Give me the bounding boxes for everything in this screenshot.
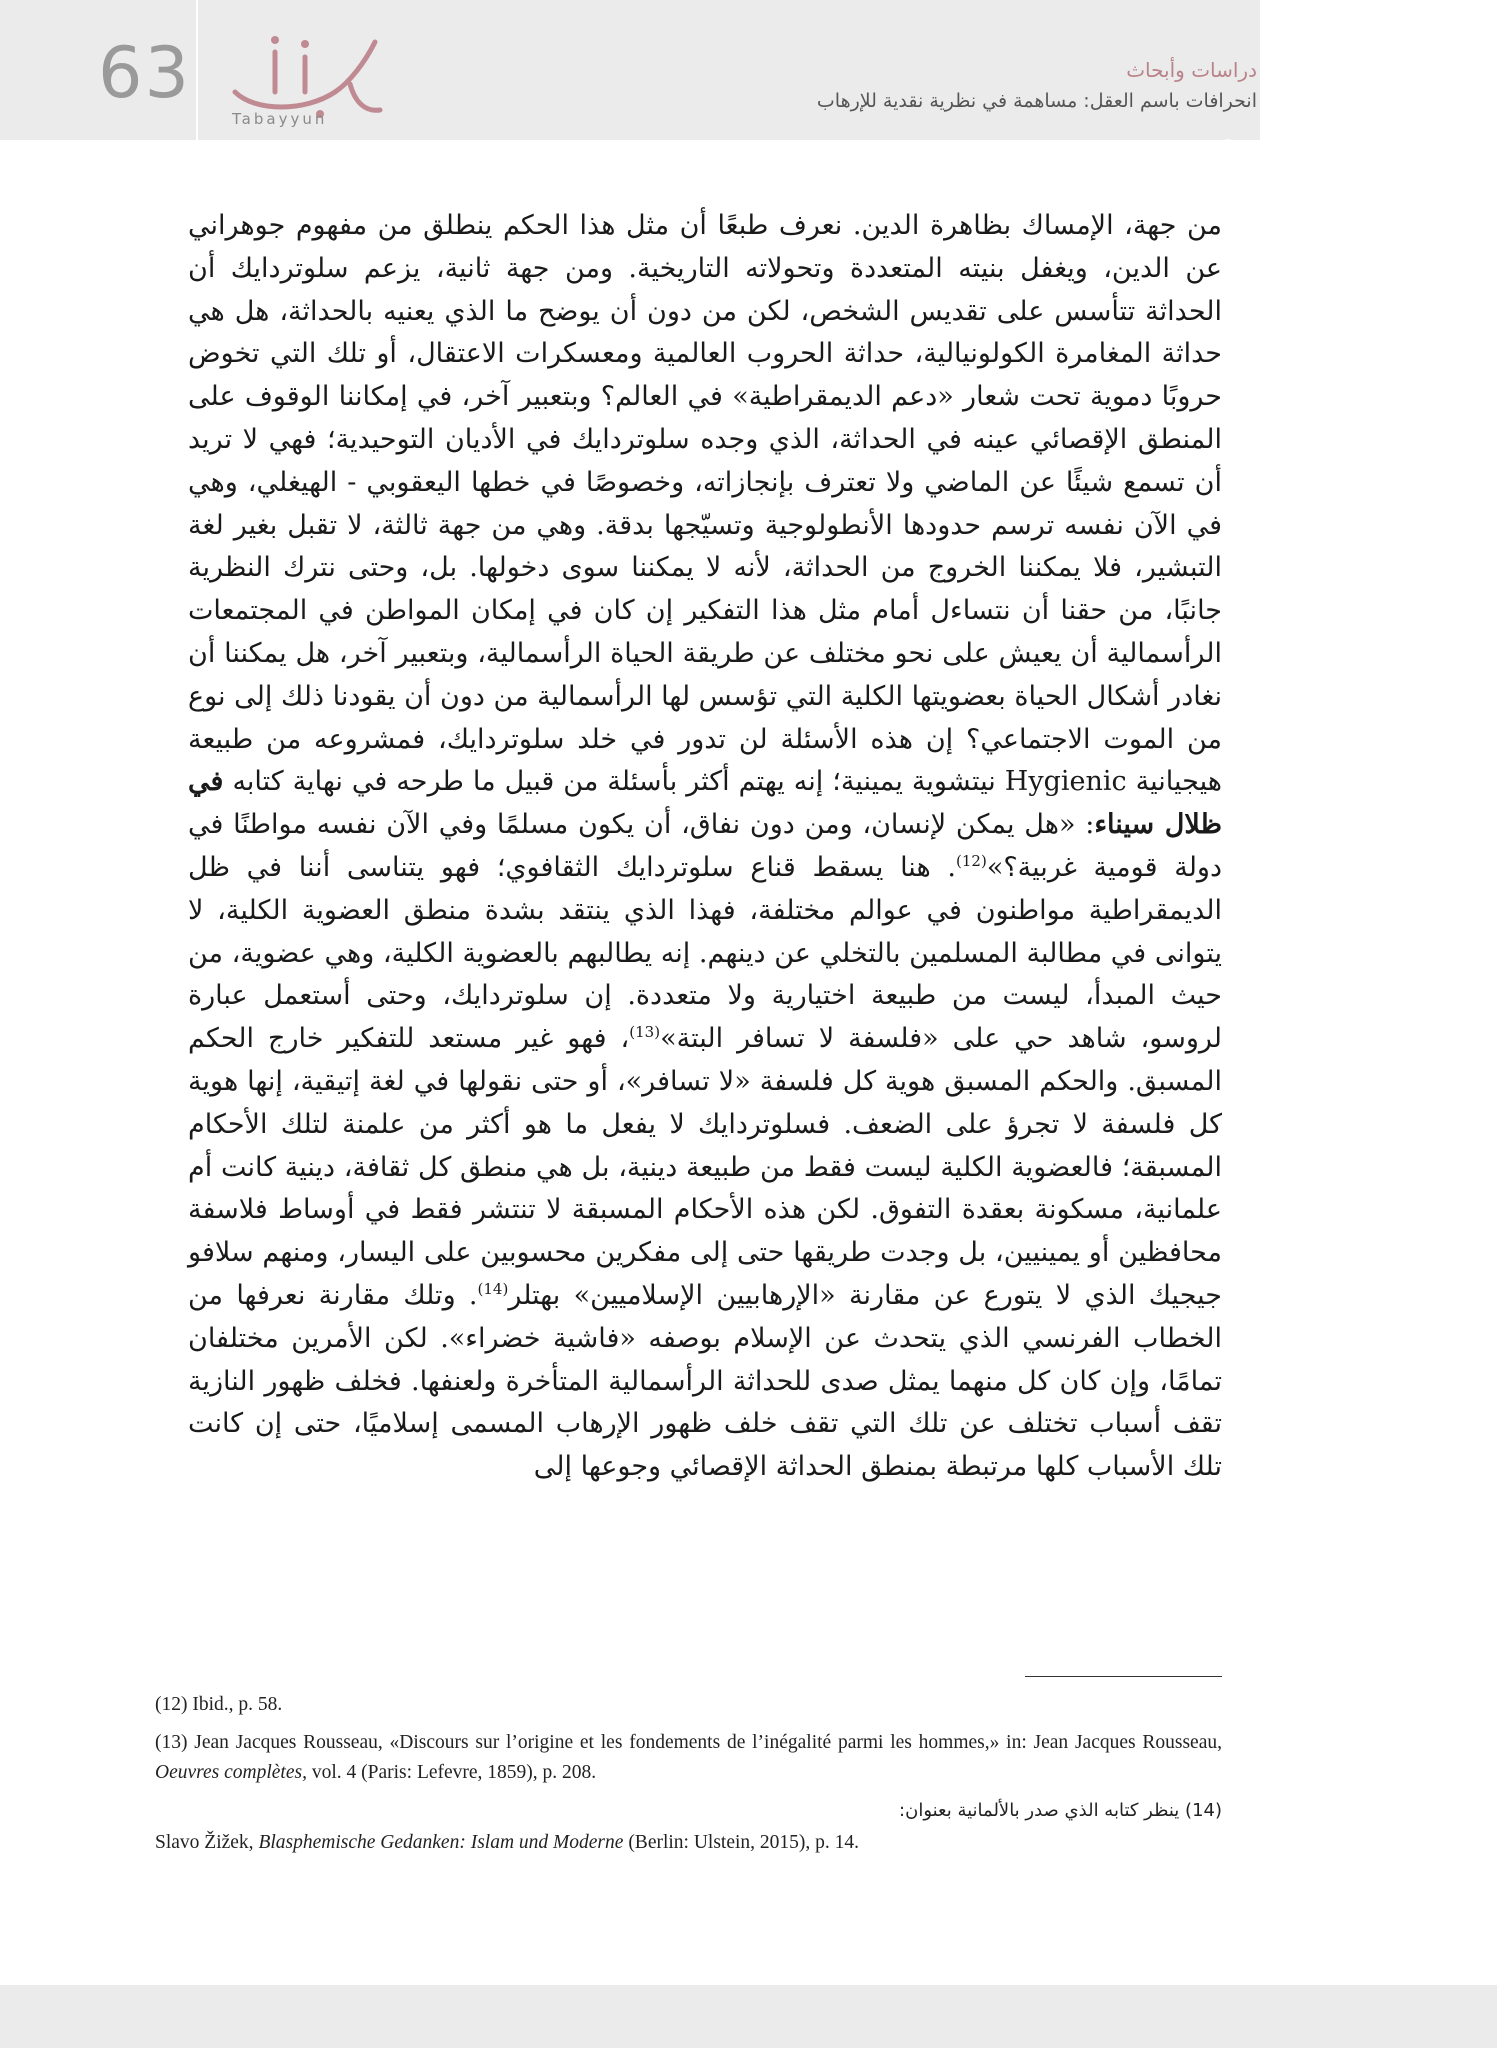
footnote-14-citation <box>155 1828 1222 1858</box>
footnotes <box>155 1690 1222 1866</box>
footnote-14-arabic: (14) ينظر كتابه الذي صدر بالألمانية بعنوان: <box>899 1800 1222 1821</box>
body-text <box>188 205 1222 1489</box>
body-text-part: ، فهو غير مستعد للتفكير خارج الحكم المسبق. والحكم المسبق هوية كل فلسفة «لا تسافر»، أو حتى نقولها في لغة إتيقية، إنها هوية كل فلسفة لا تجرؤ على الضعف. فسلوتردايك لا يفعل ما هو أكثر من علمنة لتلك الأحكام المسبقة؛ فالعضوية الكلية ليست فقط من طبيعة دينية، بل هي منطق كل ثقافة، دينية كانت أم علمانية، مسكونة بعقدة التفوق. لكن هذه الأحكام المسبقة لا تنتشر فقط في أوساط فلاسفة محافظين أو يمينيين، بل وجدت طريقها حتى إلى مفكرين محسوبين على اليسار، ومنهم سلافو جيجيك الذي لا يتورع عن مقارنة «الإرهابيين الإسلاميين» بهتلر <box>188 1023 1222 1311</box>
section-title: دراسات وأبحاث <box>1126 58 1257 82</box>
footnote-text: (13) Jean Jacques Rousseau, «Discours sur l’origine et les fondements de l’inégalité parmi les hommes,» in: Jean Jacques Rousseau, <box>155 1732 1222 1753</box>
footnote-italic-title: Blasphemische Gedanken: Islam und Moderne <box>258 1832 624 1853</box>
footnote-text: (Berlin: Ulstein, 2015), p. 14. <box>623 1832 860 1853</box>
footnote-separator <box>1025 1676 1222 1677</box>
logo-latin-text: Tabayyun <box>232 110 328 128</box>
body-text-part: : «هل يمكن لإنسان، ومن دون نفاق، أن يكون مسلمًا وفي الآن نفسه مواطنًا في دولة قومية غربية؟» <box>188 809 1222 883</box>
body-text-part: . وتلك مقارنة نعرفها من الخطاب الفرنسي الذي يتحدث عن الإسلام بوصفه «فاشية خضراء». لكن الأمرين مختلفان تمامًا، وإن كان كل منهما يمثل صدى للحداثة الرأسمالية المتأخرة ولعنفها. فخلف ظهور النازية تقف أسباب تختلف عن تلك التي تقف خلف ظهور الإرهاب المسمى إسلاميًا، حتى إن كانت تلك الأسباب كلها مرتبطة بمنطق الحداثة الإقصائي وجوعها إلى <box>188 1279 1222 1483</box>
body-text-part: . هنا يسقط قناع سلوتردايك الثقافوي؛ فهو يتناسى أننا في ظل الديمقراطية مواطنون في عوالم مختلفة، فهذا الذي ينتقد بشدة منطق العضوية الكلية، لا يتوانى في مطالبة المسلمين بالتخلي عن دينهم. إنه يطالبهم بالعضوية الكلية، وهي عضوية، من حيث المبدأ، ليست من طبيعة اختيارية ولا متعددة. إن سلوتردايك، وحتى أستعمل عبارة لروسو، شاهد حي على «فلسفة لا تسافر البتة» <box>188 851 1223 1055</box>
body-text-part: من جهة، الإمساك بظاهرة الدين. نعرف طبعًا أن مثل هذا الحكم ينطلق من مفهوم جوهراني عن الدين، ويغفل بنيته المتعددة وتحولاته التاريخية. ومن جهة ثانية، يزعم سلوتردايك أن الحداثة تتأسس على تقديس الشخص، لكن من دون أن يوضح ما الذي يعنيه بالحداثة، هل هي حداثة المغامرة الكولونيالية، حداثة الحروب العالمية ومعسكرات الاعتقال، أو تلك التي تخوض حروبًا دموية تحت شعار «دعم الديمقراطية» في العالم؟ وبتعبير آخر، في إمكاننا الوقوف على المنطق الإقصائي عينه في الحداثة، الذي وجده سلوتردايك في الأديان التوحيدية؛ فهي لا تريد أن تسمع شيئًا عن الماضي ولا تعترف بإنجازاته، وخصوصًا في خطها اليعقوبي - الهيغلي، وهي في الآن نفسه ترسم حدودها الأنطولوجية وتسيّجها بدقة. وهي من جهة ثالثة، لا تقبل بغير لغة التبشير، فلا يمكننا الخروج من الحداثة، لأنه لا يمكننا سوى دخولها. بل، وحتى نترك النظرية جانبًا، من حقنا أن نتساءل أمام مثل هذا التفكير إن كان في إمكان المواطن في المجتمعات الرأسمالية أن يعيش على نحو مختلف عن طريقة الحياة الرأسمالية، وبتعبير آخر، هل يمكننا أن نغادر أشكال الحياة بعضويتها الكلية التي تؤسس لها الرأسمالية من دون أن يقودنا ذلك إلى نوع من الموت الاجتماعي؟ إن هذه الأسئلة لن تدور في خلد سلوتردايك، فمشروعه من طبيعة هيجيانية Hygienic نيتشوية يمينية؛ إنه يهتم أكثر بأسئلة من قبيل ما طرحه في نهاية كتابه <box>188 210 1222 798</box>
running-article-title: انحرافات باسم العقل: مساهمة في نظرية نقدية للإرهاب <box>816 90 1257 112</box>
footnote-text: Slavo Žižek, <box>155 1832 259 1853</box>
footnote-13 <box>155 1728 1222 1788</box>
footnote-ref-12[interactable]: (12) <box>956 851 987 870</box>
footnote-ref-14[interactable]: (14) <box>477 1279 509 1298</box>
footer-band <box>0 1985 1497 2048</box>
footnote-ref-13[interactable]: (13) <box>629 1023 661 1042</box>
footnote-italic-title: Oeuvres complètes, <box>155 1762 307 1783</box>
header-divider <box>196 0 198 140</box>
body-paragraph <box>188 205 1222 1489</box>
footnote-text: vol. 4 (Paris: Lefevre, 1859), p. 208. <box>306 1762 597 1783</box>
page-number: 63 <box>98 32 192 114</box>
book-title-bold: في ظلال سيناء <box>188 766 1222 841</box>
footnote-12: (12) Ibid., p. 58. <box>155 1694 283 1715</box>
